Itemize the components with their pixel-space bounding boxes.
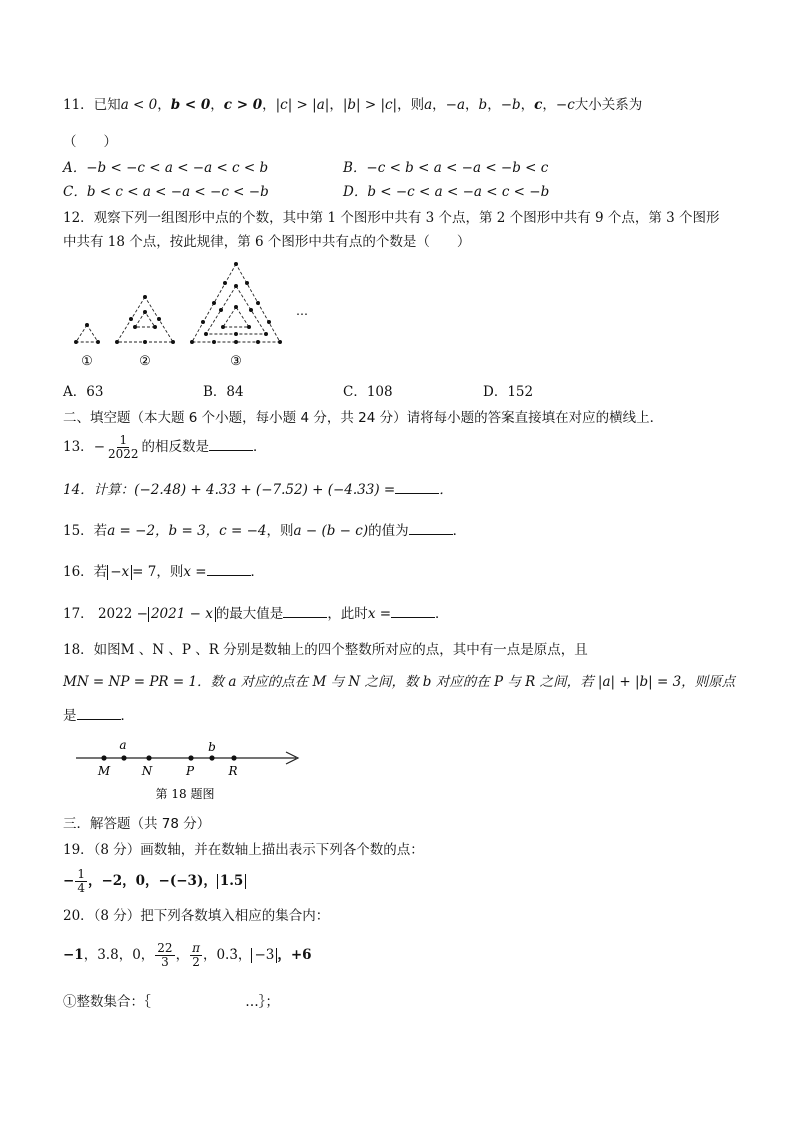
q18-end: ．	[120, 708, 134, 724]
q15-pre: 15．若	[63, 523, 108, 539]
q16	[63, 563, 264, 581]
q16-end: ．	[250, 564, 265, 580]
q11-term-1: a	[424, 97, 433, 113]
q17-end: ．	[435, 606, 449, 622]
label-p: P	[185, 764, 195, 778]
q11-term-5: c	[534, 97, 543, 113]
q19-numbers	[63, 866, 246, 896]
q13	[63, 433, 267, 461]
q13-fraction	[106, 434, 141, 461]
q20-num-3: ，0.3̇，	[202, 947, 252, 963]
figure-3-inner-triangle	[223, 307, 249, 327]
q17-pre: 17． 2022 −	[63, 606, 148, 622]
q17-text: 的最大值是	[215, 606, 284, 622]
q13-sign: −	[93, 439, 105, 455]
q16-eq: = 7，则	[132, 564, 184, 580]
section-3-heading: 三．解答题（共 78 分）	[63, 816, 211, 832]
point-p	[188, 755, 193, 760]
q20-set-1: ①整数集合：｛ …｝；	[63, 994, 279, 1010]
q16-var: x =	[183, 564, 207, 580]
q19-nums: ，−2，0，−(−3)，	[87, 873, 217, 889]
q11-term-3: b	[478, 97, 488, 113]
q11-suffix: 大小关系为	[574, 97, 643, 113]
q18-line-3	[63, 707, 134, 725]
section-2-heading: 二、填空题（本大题 6 个小题，每小题 4 分，共 24 分）请将每小题的答案直接填在对应的横线上．	[63, 410, 664, 426]
q11-mid: ，则	[397, 97, 425, 113]
q14	[63, 481, 453, 499]
point-a	[121, 755, 126, 760]
q11-cond-5: |b| > |c|	[342, 97, 398, 113]
q20-numbers	[63, 938, 312, 972]
figure-caption: 第 18 题图	[155, 787, 215, 801]
q20-num-4: ，+6	[277, 947, 312, 963]
q12-option-c: C．108	[343, 384, 393, 400]
q20-sep: ，	[175, 947, 190, 963]
q20-num-1: −1	[63, 947, 84, 963]
q12-line-1: 12．观察下列一组图形中点的个数，其中第 1 个图形中共有 3 个点，第 2 个图形中共有 9 个点，第 3 个图形	[63, 210, 720, 226]
q19-frac-num: 1	[77, 867, 85, 881]
q14-answer-blank[interactable]	[395, 481, 439, 494]
q11-term-2: −a	[445, 97, 466, 113]
q17-mid: ，此时	[327, 606, 368, 622]
q11-option-b: B．−c < b < a < −a < −b < c	[343, 160, 549, 176]
label-m: M	[97, 764, 111, 778]
q12-option-a: A．63	[63, 384, 104, 400]
q11-option-d: D．b < −c < a < −a < c < −b	[343, 184, 550, 200]
q11-cond-2: b < 0	[170, 97, 211, 113]
figure-2-outer-triangle	[117, 297, 173, 342]
q16-answer-blank[interactable]	[207, 563, 251, 576]
q19-text: 19．（8 分）画数轴，并在数轴上描出表示下列各个数的点：	[63, 842, 424, 858]
q11-option-a: A．−b < −c < a < −a < c < b	[63, 160, 269, 176]
figure-label-3: ③	[230, 354, 242, 369]
q15-expression: a − (b − c)	[293, 523, 369, 539]
label-r: R	[228, 764, 238, 778]
q20-text: 20．（8 分）把下列各数填入相应的集合内：	[63, 908, 330, 924]
label-n: N	[141, 764, 153, 778]
q13-answer-blank[interactable]	[209, 438, 253, 451]
q11-cond-4: |c| > |a|	[275, 97, 330, 113]
q12-option-b: B．84	[203, 384, 244, 400]
q16-pre: 16．若	[63, 564, 108, 580]
q15-mid: ，则	[266, 523, 294, 539]
q17-abs: 2021 − x	[148, 607, 216, 622]
q13-frac-den: 2022	[108, 447, 139, 461]
q11-cond-1: a < 0	[120, 97, 158, 113]
mark-b: b	[208, 740, 216, 754]
q11-cond-3: c > 0	[223, 97, 263, 113]
q18-line-2: MN = NP = PR = 1．数 a 对应的点在 M 与 N 之间，数 b 对应的在 P 与 R 之间，若 |a| + |b| = 3，则原点	[63, 674, 736, 690]
q20-abs: −3	[251, 948, 277, 963]
q13-end: ．	[253, 439, 267, 455]
q20-frac-1-num: 22	[157, 941, 173, 955]
figure-label-1: ①	[81, 354, 93, 369]
q20-num-2: ，3.8，0，	[83, 947, 155, 963]
q19-abs: 1.5	[217, 874, 247, 889]
q13-frac-num: 1	[119, 433, 128, 447]
point-b	[209, 755, 214, 760]
q19-sign: −	[63, 873, 75, 889]
q11-stem: 11．已知a < 0，b < 0，c > 0，|c| > |a|，|b| > |c|，则a，−a，b，−b，c，−c大小关系为	[63, 97, 643, 113]
q19-fraction	[75, 868, 87, 895]
figure-1-triangle	[76, 325, 98, 342]
q12-line-2: 中共有 18 个点，按此规律，第 6 个图形中共有点的个数是（ ）	[63, 234, 471, 250]
q14-text: 14．计算：(−2.48) + 4.33 + (−7.52) + (−4.33) =	[63, 482, 396, 498]
point-n	[146, 755, 151, 760]
q15-conditions: a = −2，b = 3，c = −4	[107, 523, 267, 539]
q15-text: 的值为	[368, 523, 409, 539]
q20-frac-1-den: 3	[161, 955, 169, 969]
q12-figure	[60, 260, 330, 375]
q15-end: ．	[452, 523, 467, 539]
q11-prefix: 11．已知	[63, 97, 121, 113]
q13-number: 13．	[63, 439, 94, 455]
q17-answer-blank-2[interactable]	[391, 605, 435, 618]
point-r	[231, 755, 236, 760]
q19-frac-den: 4	[77, 881, 85, 895]
q12-option-d: D．152	[483, 384, 534, 400]
q11-option-c: C．b < c < a < −a < −c < −b	[63, 184, 269, 200]
q16-abs: −x	[107, 565, 132, 580]
q17-answer-blank-1[interactable]	[283, 605, 327, 618]
q17-var: x =	[367, 606, 392, 622]
q11-term-4: −b	[500, 97, 521, 113]
point-m	[101, 755, 106, 760]
figure-label-2: ②	[139, 354, 151, 369]
mark-a: a	[119, 738, 127, 752]
figure-3-outer-triangle	[192, 264, 280, 342]
q18-line-3-text: 是	[63, 708, 77, 724]
q15-answer-blank[interactable]	[409, 522, 453, 535]
q11-paren: （ ）	[63, 134, 117, 150]
figure-ellipsis: …	[296, 304, 308, 318]
q15	[63, 522, 466, 540]
q18-answer-blank[interactable]	[77, 707, 121, 720]
q20-frac-1	[155, 942, 174, 969]
q14-end: ．	[439, 482, 453, 498]
q13-text: 的相反数是	[141, 439, 210, 455]
q20-frac-2-num: π	[192, 941, 200, 955]
q17	[63, 605, 449, 623]
q18-number-line-figure	[70, 736, 320, 806]
q20-frac-2-den: 2	[192, 955, 200, 969]
q20-frac-2	[190, 942, 202, 969]
figure-2-inner-triangle	[135, 312, 155, 327]
q18-line-1: 18．如图M 、N 、P 、R 分别是数轴上的四个整数所对应的点，其中有一点是原点，且	[63, 642, 588, 658]
q11-term-6: −c	[555, 97, 575, 113]
